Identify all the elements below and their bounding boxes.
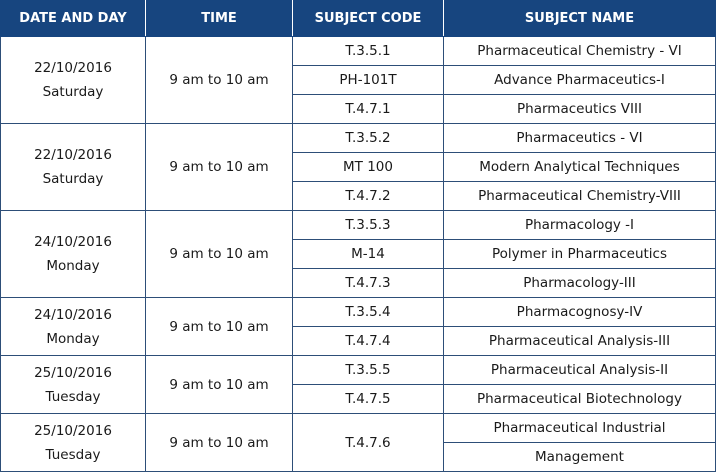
header-subject-code: SUBJECT CODE <box>293 1 444 37</box>
subject-code-cell: T.3.5.3 <box>293 211 444 240</box>
subject-code-cell: T.3.5.4 <box>293 298 444 327</box>
header-row <box>1 1 716 37</box>
date-day-cell <box>1 414 146 472</box>
subject-code-cell: T.4.7.2 <box>293 182 444 211</box>
table-row <box>1 298 716 327</box>
subject-code-cell: T.3.5.5 <box>293 356 444 385</box>
header-time: TIME <box>146 1 293 37</box>
subject-name-cell: Advance Pharmaceutics-I <box>444 66 716 95</box>
subject-code-cell: T.3.5.1 <box>293 37 444 66</box>
subject-code-cell: T.4.7.4 <box>293 327 444 356</box>
subject-name-cell: Pharmaceutical Chemistry - VI <box>444 37 716 66</box>
subject-name-cell: Pharmacology-III <box>444 269 716 298</box>
table-row <box>1 124 716 153</box>
time-cell: 9 am to 10 am <box>146 414 293 472</box>
time-cell: 9 am to 10 am <box>146 211 293 298</box>
date-day-cell <box>1 298 146 356</box>
subject-name-cell: Pharmaceutical Biotechnology <box>444 385 716 414</box>
subject-name-cell: Management <box>444 443 716 472</box>
day-text: Tuesday <box>45 446 101 463</box>
subject-name-cell: Pharmaceutics - VI <box>444 124 716 153</box>
subject-code-cell: T.4.7.3 <box>293 269 444 298</box>
subject-name-cell: Pharmacognosy-IV <box>444 298 716 327</box>
day-text: Tuesday <box>45 388 101 405</box>
subject-name-cell: Polymer in Pharmaceutics <box>444 240 716 269</box>
date-text: 25/10/2016 <box>34 422 112 439</box>
time-cell: 9 am to 10 am <box>146 124 293 211</box>
date-text: 22/10/2016 <box>34 60 112 76</box>
subject-name-cell: Pharmaceutics VIII <box>444 95 716 124</box>
date-day-cell <box>1 37 146 124</box>
date-text: 24/10/2016 <box>34 306 112 323</box>
time-cell: 9 am to 10 am <box>146 37 293 124</box>
day-text: Saturday <box>42 84 104 100</box>
subject-code-cell: M-14 <box>293 240 444 269</box>
subject-name-cell: Pharmaceutical Analysis-II <box>444 356 716 385</box>
table-row <box>1 414 716 443</box>
date-day-cell <box>1 124 146 211</box>
subject-name-cell: Pharmacology -I <box>444 211 716 240</box>
date-text: 24/10/2016 <box>34 234 112 250</box>
subject-name-cell: Pharmaceutical Analysis-III <box>444 327 716 356</box>
time-cell: 9 am to 10 am <box>146 356 293 414</box>
day-text: Monday <box>46 258 100 274</box>
table-row <box>1 211 716 240</box>
table-row <box>1 356 716 385</box>
date-text: 25/10/2016 <box>34 364 112 381</box>
header-subject-name: SUBJECT NAME <box>444 1 716 37</box>
date-day-cell <box>1 356 146 414</box>
header-date-and-day: DATE AND DAY <box>1 1 146 37</box>
subject-name-cell: Pharmaceutical Chemistry-VIII <box>444 182 716 211</box>
subject-code-cell: PH-101T <box>293 66 444 95</box>
date-day-cell <box>1 211 146 298</box>
day-text: Monday <box>46 330 100 347</box>
subject-code-cell: T.4.7.6 <box>293 414 444 472</box>
subject-code-cell: T.3.5.2 <box>293 124 444 153</box>
time-cell: 9 am to 10 am <box>146 298 293 356</box>
subject-code-cell: T.4.7.5 <box>293 385 444 414</box>
day-text: Saturday <box>42 171 104 187</box>
subject-code-cell: MT 100 <box>293 153 444 182</box>
date-text: 22/10/2016 <box>34 147 112 163</box>
subject-name-cell: Pharmaceutical Industrial <box>444 414 716 443</box>
subject-code-cell: T.4.7.1 <box>293 95 444 124</box>
table-row <box>1 37 716 66</box>
subject-name-cell: Modern Analytical Techniques <box>444 153 716 182</box>
